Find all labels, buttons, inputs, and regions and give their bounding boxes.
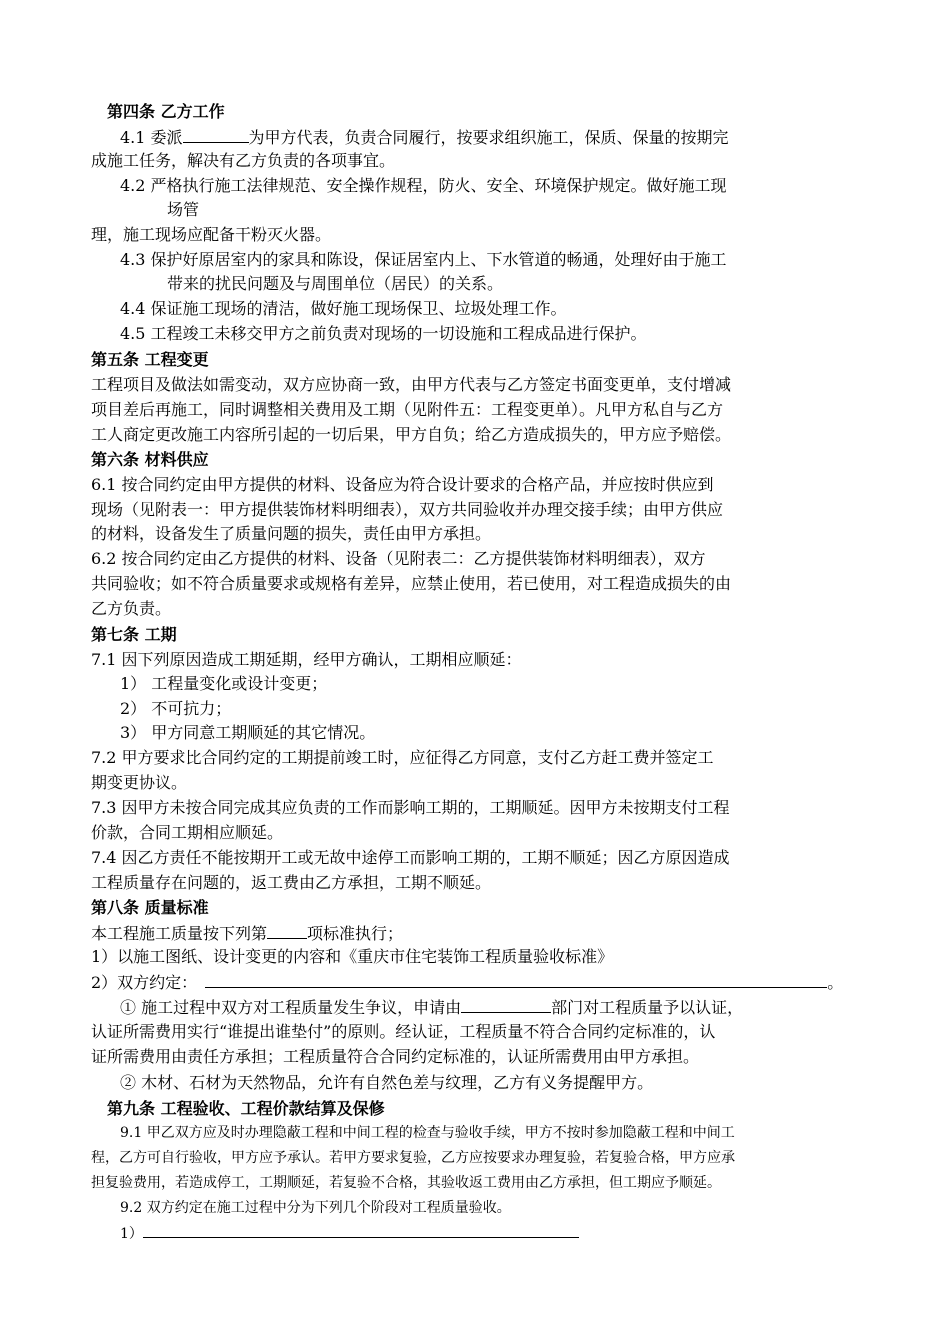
clause-7-1-item-1: 1） 工程量变化或设计变更； xyxy=(120,674,328,693)
clause-7-3-cont: 价款，合同工期相应顺延。 xyxy=(91,823,284,842)
clause-4-2-cont: 场管 xyxy=(167,200,200,219)
article-8-line-1: 本工程施工质量按下列第 项标准执行； xyxy=(91,924,404,943)
clause-7-2: 7.2 甲方要求比合同约定的工期提前竣工时，应征得乙方同意，支付乙方赶工费并签定工 xyxy=(91,748,714,767)
agreed-standard-blank[interactable] xyxy=(205,971,827,988)
clause-4-5: 4.5 工程竣工未移交甲方之前负责对现场的一切设施和工程成品进行保护。 xyxy=(120,324,647,343)
article-9-heading: 第九条 工程验收、工程价款结算及保修 xyxy=(107,1099,385,1118)
clause-4-1-cont: 成施工任务，解决有乙方负责的各项事宜。 xyxy=(91,151,396,170)
clause-6-1: 6.1 按合同约定由甲方提供的材料、设备应为符合设计要求的合格产品，并应按时供应到 xyxy=(91,475,714,494)
clause-4-4: 4.4 保证施工现场的清洁，做好施工现场保卫、垃圾处理工作。 xyxy=(120,299,567,318)
standard-number-blank[interactable] xyxy=(267,922,307,939)
clause-7-4-cont: 工程质量存在问题的，返工费由乙方承担，工期不顺延。 xyxy=(91,873,492,892)
clause-9-2-item-1: 1） xyxy=(120,1223,579,1244)
clause-4-1: 4.1 委派 为甲方代表，负责合同履行，按要求组织施工，保质、保量的按期完 xyxy=(120,128,729,147)
clause-9-1-cont2: 担复验费用，若造成停工，工期顺延，若复验不合格，其验收返工费用由乙方承担，但工期应予顺延。 xyxy=(91,1175,721,1191)
clause-7-3: 7.3 因甲方未按合同完成其应负责的工作而影响工期的，工期顺延。因甲方未按期支付工程 xyxy=(91,798,730,817)
clause-6-1-cont2: 的材料，设备发生了质量问题的损失，责任由甲方承担。 xyxy=(91,524,492,543)
clause-9-1: 9.1 甲乙双方应及时办理隐蔽工程和中间工程的检查与验收手续，甲方不按时参加隐蔽工程和中间工 xyxy=(120,1125,735,1141)
article-8-para-1-cont2: 证所需费用由责任方承担；工程质量符合合同约定标准的，认证所需费用由甲方承担。 xyxy=(91,1047,700,1066)
article-8-option-1: 1）以施工图纸、设计变更的内容和《重庆市住宅装饰工程质量验收标准》 xyxy=(91,947,614,966)
representative-blank[interactable] xyxy=(183,126,249,143)
article-8-heading: 第八条 质量标准 xyxy=(91,898,209,917)
clause-4-3-cont: 带来的扰民问题及与周围单位（居民）的关系。 xyxy=(167,274,504,293)
clause-7-1: 7.1 因下列原因造成工期延期，经甲方确认，工期相应顺延： xyxy=(91,650,522,669)
clause-7-2-cont: 期变更协议。 xyxy=(91,773,188,792)
clause-6-2: 6.2 按合同约定由乙方提供的材料、设备（见附表二：乙方提供装饰材料明细表），双方 xyxy=(91,549,706,568)
article-5-line-1: 工程项目及做法如需变动，双方应协商一致，由甲方代表与乙方签定书面变更单，支付增减 xyxy=(91,375,732,394)
clause-6-2-cont: 共同验收；如不符合质量要求或规格有差异，应禁止使用，若已使用，对工程造成损失的由 xyxy=(91,574,732,593)
clause-6-2-cont2: 乙方负责。 xyxy=(91,599,172,618)
article-6-heading: 第六条 材料供应 xyxy=(91,450,209,469)
article-8-para-1: ① 施工过程中双方对工程质量发生争议，申请由 部门对工程质量予以认证， xyxy=(120,998,744,1017)
clause-7-1-item-2: 2） 不可抗力； xyxy=(120,699,232,718)
department-blank[interactable] xyxy=(461,996,551,1013)
article-8-para-1-cont: 认证所需费用实行“谁提出谁垫付”的原则。经认证，工程质量不符合合同约定标准的，认 xyxy=(91,1022,716,1041)
article-5-heading: 第五条 工程变更 xyxy=(91,350,209,369)
article-5-line-3: 工人商定更改施工内容所引起的一切后果，甲方自负；给乙方造成损失的，甲方应予赔偿。 xyxy=(91,425,732,444)
clause-6-1-cont: 现场（见附表一：甲方提供装饰材料明细表），双方共同验收并办理交接手续；由甲方供应 xyxy=(91,500,724,519)
article-4-heading: 第四条 乙方工作 xyxy=(107,102,225,121)
article-8-option-2: 2）双方约定： 。 xyxy=(91,973,844,992)
clause-7-1-item-3: 3） 甲方同意工期顺延的其它情况。 xyxy=(120,723,376,742)
clause-9-1-cont: 程，乙方可自行验收，甲方应予承认。若甲方要求复验，乙方应按要求办理复验，若复验合格，甲方应承 xyxy=(91,1150,735,1166)
clause-4-2: 4.2 严格执行施工法律规范、安全操作规程，防火、安全、环境保护规定。做好施工现 xyxy=(120,176,727,195)
clause-4-2-cont2: 理，施工现场应配备干粉灭火器。 xyxy=(91,225,332,244)
article-7-heading: 第七条 工期 xyxy=(91,625,177,644)
article-5-line-2: 项目差后再施工，同时调整相关费用及工期（见附件五：工程变更单）。凡甲方私自与乙方 xyxy=(91,400,724,419)
clause-4-3: 4.3 保护好原居室内的家具和陈设，保证居室内上、下水管道的畅通，处理好由于施工 xyxy=(120,250,727,269)
stage-1-blank[interactable] xyxy=(143,1223,579,1238)
clause-9-2: 9.2 双方约定在施工过程中分为下列几个阶段对工程质量验收。 xyxy=(120,1200,511,1216)
article-8-para-2: ② 木材、石材为天然物品，允许有自然色差与纹理，乙方有义务提醒甲方。 xyxy=(120,1073,654,1092)
clause-7-4: 7.4 因乙方责任不能按期开工或无故中途停工而影响工期的，工期不顺延；因乙方原因造成 xyxy=(91,848,730,867)
